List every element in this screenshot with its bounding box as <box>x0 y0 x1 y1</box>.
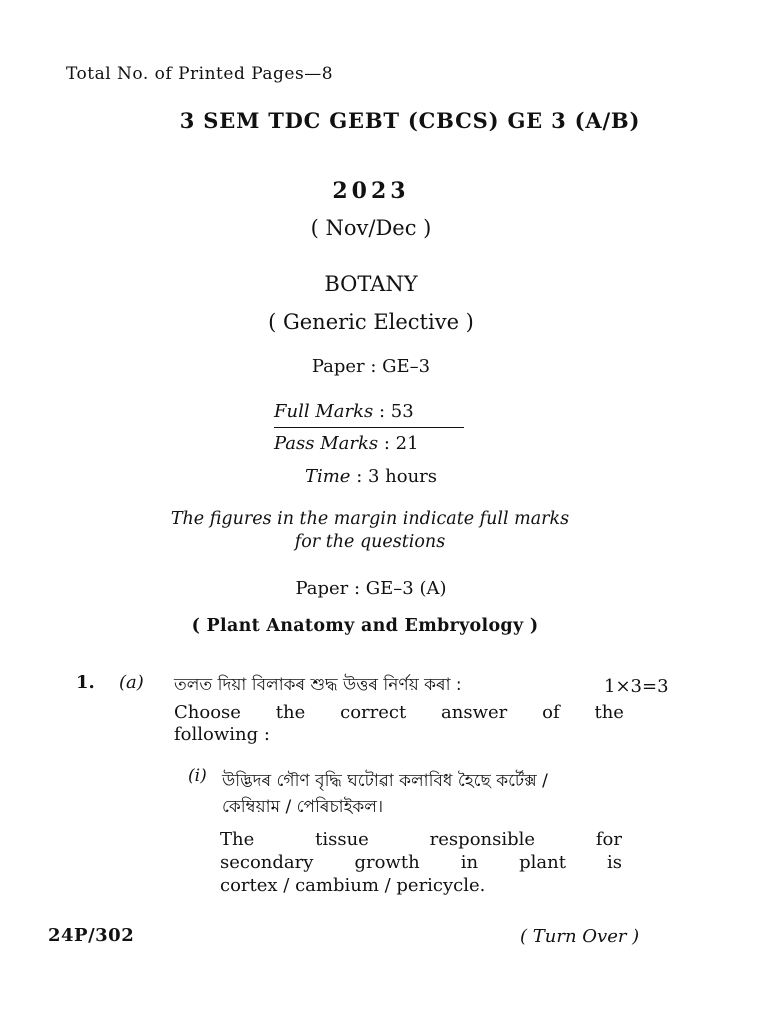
word: of <box>542 702 560 723</box>
word: tissue <box>315 829 369 850</box>
subquestion-assamese-line-1: উদ্ভিদৰ গৌণ বৃদ্ধি ঘটোৱা কলাবিধ হৈছে কৰ্টেক্স / <box>222 771 548 791</box>
question-english-line-1 <box>174 702 624 724</box>
question-number: 1. <box>76 672 95 693</box>
word: The <box>220 829 255 850</box>
paper-title: Paper : GE–3 <box>311 356 431 377</box>
pass-marks-label: Pass Marks <box>274 433 379 454</box>
instruction-line-2: for the questions <box>294 532 446 552</box>
instruction-line-1: The figures in the margin indicate full marks <box>170 509 570 529</box>
word: correct <box>340 702 407 723</box>
subquestion-assamese-line-2: কেম্বিয়াম / পেৰিচাইকল। <box>222 797 384 817</box>
question-english-instruction <box>174 702 624 746</box>
full-marks-label: Full Marks <box>274 401 374 422</box>
question-english-line-2: following : <box>174 724 270 745</box>
exam-time <box>0 466 742 487</box>
word: secondary <box>220 852 314 873</box>
printed-pages-count: Total No. of Printed Pages—8 <box>66 64 334 84</box>
time-value: : 3 hours <box>356 466 438 487</box>
subquestion-english-line-3: cortex / cambium / pericycle. <box>220 875 486 896</box>
exam-session: ( Nov/Dec ) <box>310 216 432 240</box>
word: responsible <box>429 829 536 850</box>
word: Choose <box>174 702 241 723</box>
subquestion-english <box>220 828 622 897</box>
subject-title: BOTANY <box>324 272 418 296</box>
word: plant <box>519 852 566 873</box>
unit-title: ( Plant Anatomy and Embryology ) <box>191 616 539 636</box>
word: the <box>594 702 624 723</box>
subquestion-english-line-1 <box>220 828 622 851</box>
section-paper: Paper : GE–3 (A) <box>295 578 447 599</box>
word: answer <box>441 702 508 723</box>
turn-over-note: ( Turn Over ) <box>520 926 640 947</box>
question-assamese-instruction: তলত দিয়া বিলাকৰ শুদ্ধ উত্তৰ নিৰ্ণয় কৰা : <box>174 675 462 695</box>
subquestion-english-line-2 <box>220 851 622 874</box>
stream-title: ( Generic Elective ) <box>268 310 474 334</box>
time-label: Time <box>304 466 351 487</box>
full-marks-value: : 53 <box>378 401 414 422</box>
word: is <box>606 852 622 873</box>
subquestion-label: (i) <box>188 766 207 786</box>
question-part: (a) <box>119 672 144 693</box>
pass-marks <box>274 430 464 458</box>
question-marks: 1×3=3 <box>604 676 669 697</box>
word: for <box>595 829 622 850</box>
paper-code: 24P/302 <box>48 925 135 946</box>
word: growth <box>354 852 420 873</box>
word: the <box>275 702 306 723</box>
instructions <box>110 508 630 554</box>
marks-divider <box>274 427 464 428</box>
word: in <box>460 852 479 873</box>
exam-year: 2023 <box>332 178 410 204</box>
full-marks <box>274 398 464 426</box>
pass-marks-value: : 21 <box>383 433 419 454</box>
course-code: 3 SEM TDC GEBT (CBCS) GE 3 (A/B) <box>179 108 641 133</box>
marks-block <box>274 398 464 458</box>
